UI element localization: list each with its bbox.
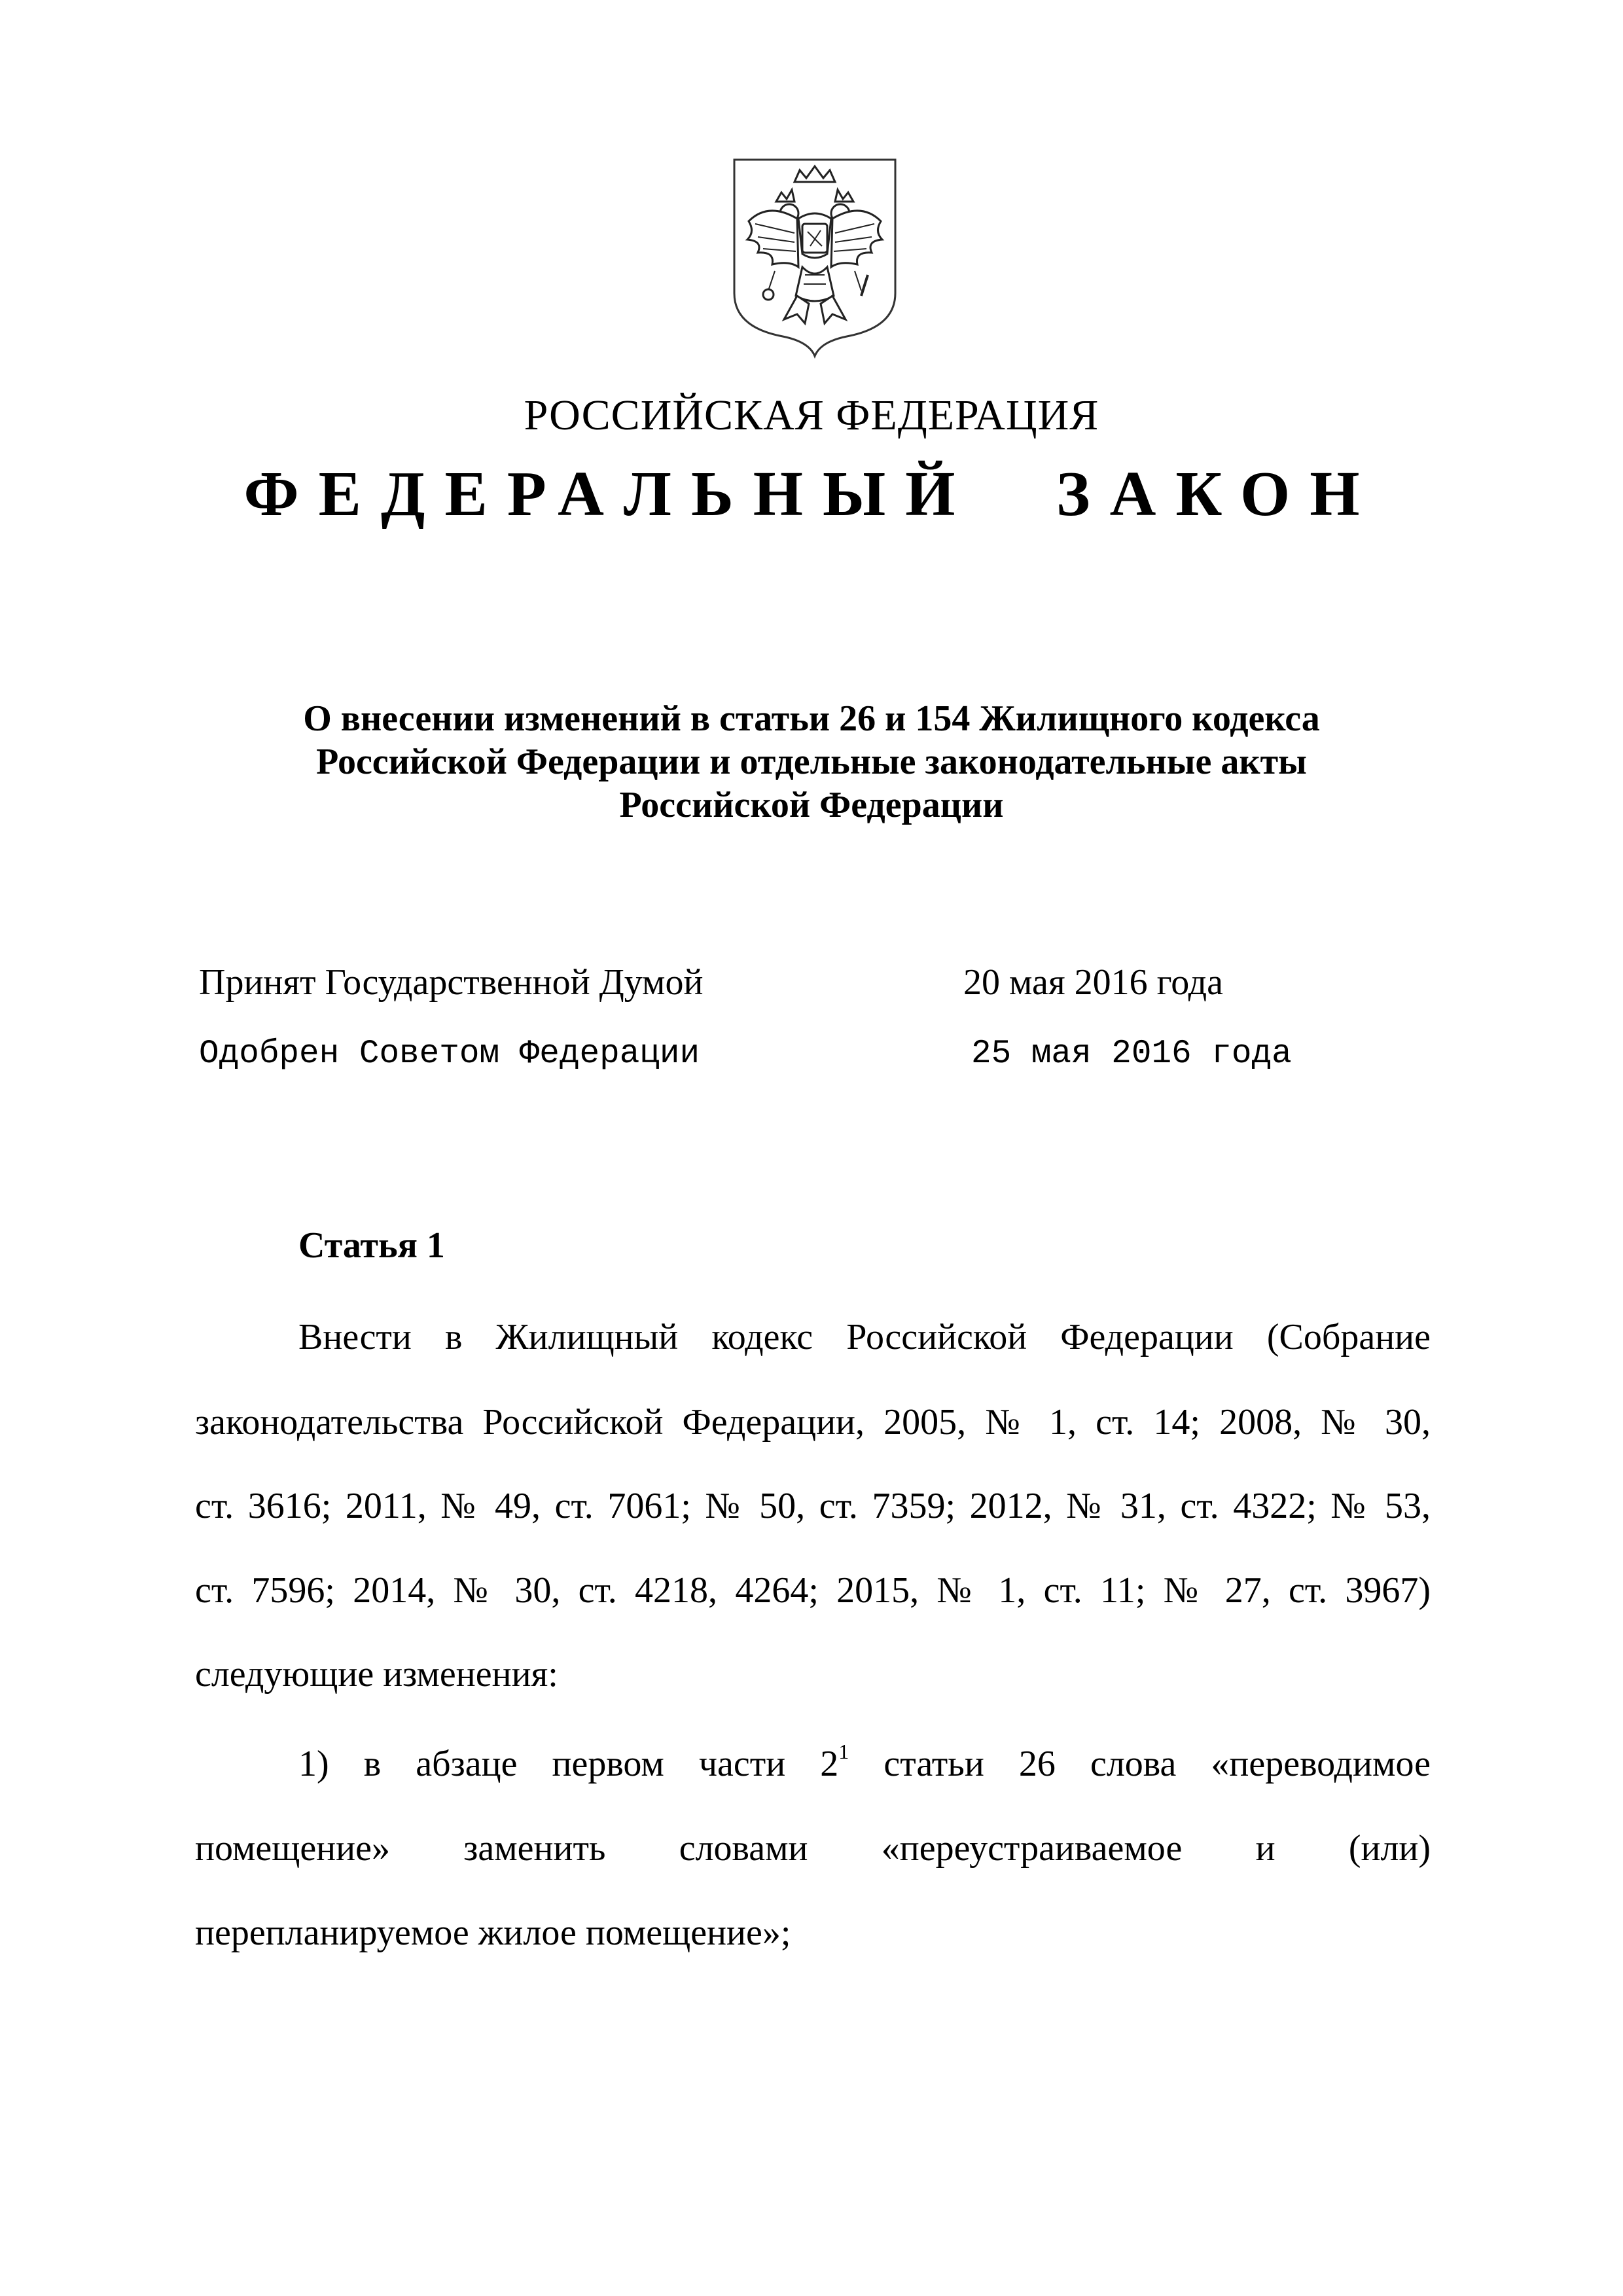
paragraph-line: следующие изменения: (195, 1654, 558, 1695)
document-type (0, 452, 1623, 537)
law-title (0, 697, 1623, 827)
adoption-duma-label: Принят Государственной Думой (199, 962, 704, 1003)
title-line: Российской Федерации (619, 785, 1004, 825)
adoption-council-date: 25 мая 2016 года (971, 1035, 1292, 1073)
paragraph-line: ст. 7596; 2014, № 30, ст. 4218, 4264; 2015, № 1, ст. 11; № 27, ст. 3967) (195, 1570, 1431, 1611)
paragraph-line: законодательства Российской Федерации, 2005, № 1, ст. 14; 2008, № 30, (195, 1402, 1431, 1443)
item-line: помещение» заменить словами «переустраиваемое и (или) (195, 1828, 1431, 1869)
law-type-word-law: ЗАКОН (1056, 459, 1380, 529)
law-type-word-federal: ФЕДЕРАЛЬНЫЙ (243, 459, 975, 529)
adoption-duma-date: 20 мая 2016 года (963, 962, 1223, 1003)
item-line (298, 1742, 1431, 1785)
item-line: перепланируемое жилое помещение»; (195, 1912, 791, 1953)
article-heading: Статья 1 (298, 1225, 445, 1266)
item-text: 1) в абзаце первом части 2 (298, 1744, 839, 1784)
paragraph-line: Внести в Жилищный кодекс Российской Федерации (Собрание (298, 1317, 1431, 1357)
adoption-council-label: Одобрен Советом Федерации (199, 1035, 700, 1073)
paragraph-line: ст. 3616; 2011, № 49, ст. 7061; № 50, ст. 7359; 2012, № 31, ст. 4322; № 53, (195, 1486, 1431, 1526)
title-line: Российской Федерации и отдельные законодательные акты (316, 742, 1307, 782)
country-name: РОССИЙСКАЯ ФЕДЕРАЦИЯ (524, 391, 1099, 439)
coat-of-arms-icon (729, 156, 901, 359)
title-line: О внесении изменений в статьи 26 и 154 Жилищного кодекса (303, 698, 1320, 739)
superscript-number: 1 (838, 1740, 849, 1764)
item-text: статьи 26 слова «переводимое (849, 1744, 1431, 1784)
